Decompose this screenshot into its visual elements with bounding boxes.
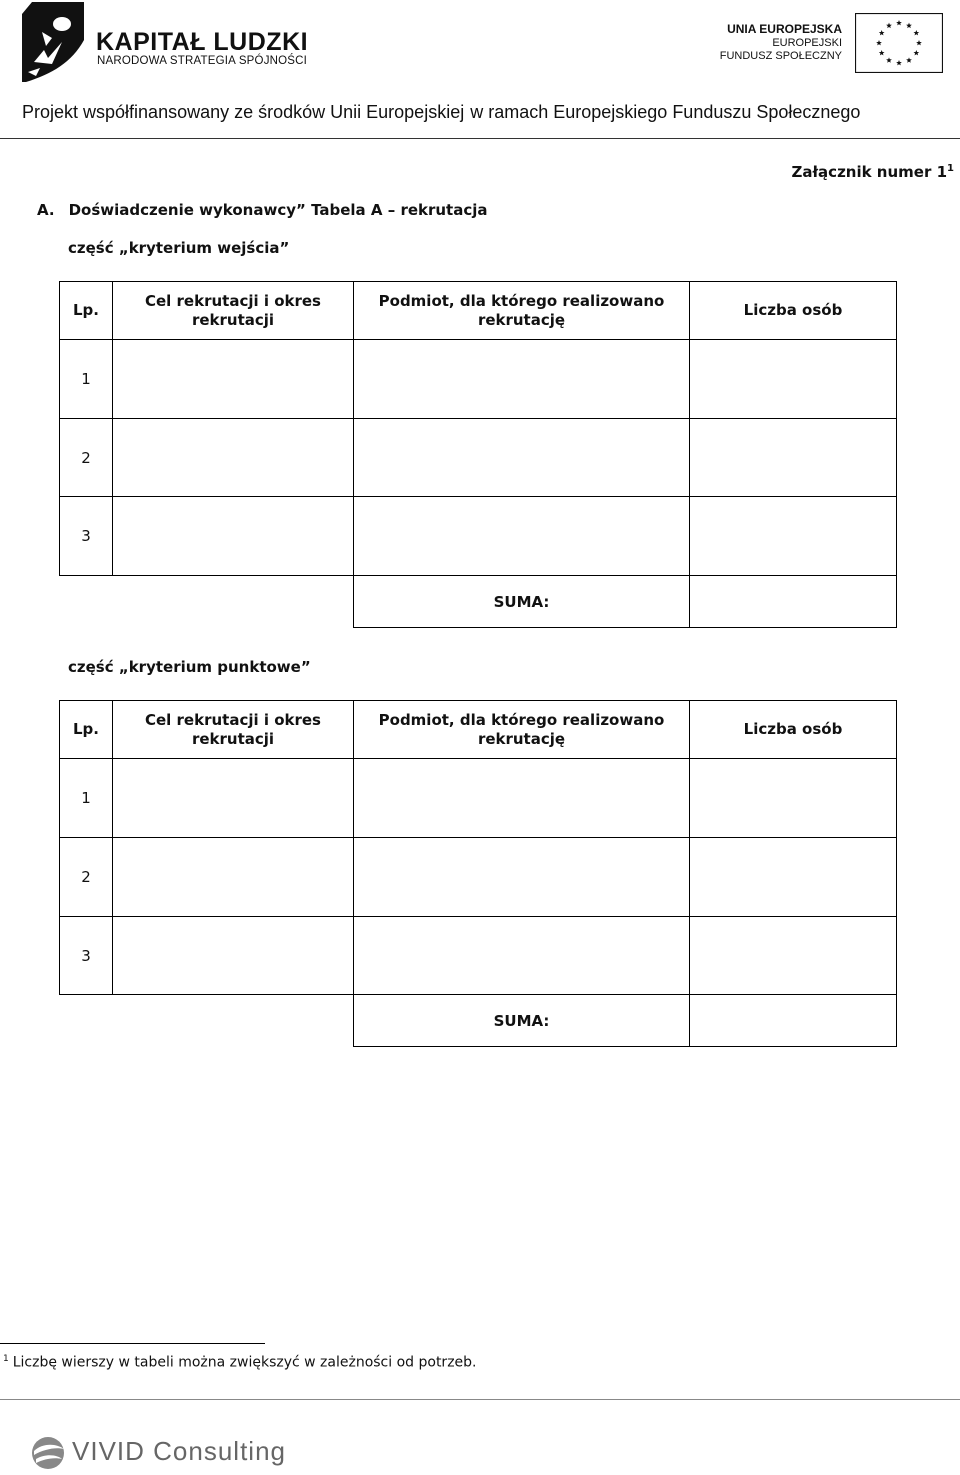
podmiot-cell[interactable] — [353, 758, 690, 838]
cel-cell[interactable] — [112, 496, 354, 576]
podmiot-cell[interactable] — [353, 837, 690, 917]
suma-value-cell[interactable] — [689, 575, 897, 628]
section-title — [37, 201, 488, 219]
row-number: 2 — [59, 837, 113, 917]
podmiot-cell[interactable] — [353, 418, 690, 497]
section-letter: A. — [37, 201, 55, 219]
project-line-part1: Projekt współfinansowany ze środków Unii Europejskiej — [22, 102, 465, 122]
header-podmiot: Podmiot, dla którego realizowano rekrutację — [353, 281, 690, 340]
cel-cell[interactable] — [112, 418, 354, 497]
attachment-footnote-ref: 1 — [947, 163, 954, 174]
header-lp: Lp. — [59, 700, 113, 759]
attachment-label — [791, 163, 954, 181]
header-liczba: Liczba osób — [689, 281, 897, 340]
footnote-ref: 1 — [3, 1354, 9, 1364]
eu-flag-icon — [855, 13, 943, 73]
footnote-text: Liczbę wierszy w tabeli można zwiększyć w zależności od potrzeb. — [12, 1354, 477, 1371]
cel-cell[interactable] — [112, 916, 354, 995]
attachment-label-text: Załącznik numer 1 — [791, 163, 948, 181]
cel-cell[interactable] — [112, 837, 354, 917]
project-cofinancing-line — [22, 102, 860, 123]
kapital-ludzki-logo-icon — [22, 2, 84, 82]
liczba-cell[interactable] — [689, 758, 897, 838]
vivid-consulting-logo-icon — [28, 1433, 68, 1473]
footnote — [3, 1354, 477, 1371]
project-line-part2: w ramach Europejskiego Funduszu Społecznego — [470, 102, 861, 122]
footer-divider — [0, 1399, 960, 1400]
liczba-cell[interactable] — [689, 916, 897, 995]
header-lp: Lp. — [59, 281, 113, 340]
cel-cell[interactable] — [112, 339, 354, 419]
podmiot-cell[interactable] — [353, 916, 690, 995]
row-number: 1 — [59, 339, 113, 419]
row-number: 2 — [59, 418, 113, 497]
vivid-consulting-brand: VIVID Consulting — [72, 1436, 286, 1466]
footnote-divider — [0, 1343, 265, 1344]
kapital-ludzki-title: KAPITAŁ LUDZKI — [96, 28, 309, 56]
liczba-cell[interactable] — [689, 339, 897, 419]
header-liczba: Liczba osób — [689, 700, 897, 759]
suma-label: SUMA: — [353, 994, 690, 1047]
header-podmiot: Podmiot, dla którego realizowano rekrutację — [353, 700, 690, 759]
eu-line-1: UNIA EUROPEJSKA — [727, 22, 842, 36]
row-number: 1 — [59, 758, 113, 838]
liczba-cell[interactable] — [689, 837, 897, 917]
part1-title: część „kryterium wejścia” — [68, 239, 290, 257]
part2-title: część „kryterium punktowe” — [68, 658, 311, 676]
podmiot-cell[interactable] — [353, 496, 690, 576]
podmiot-cell[interactable] — [353, 339, 690, 419]
kapital-ludzki-subtitle: NARODOWA STRATEGIA SPÓJNOŚCI — [97, 55, 308, 67]
liczba-cell[interactable] — [689, 418, 897, 497]
row-number: 3 — [59, 916, 113, 995]
row-number: 3 — [59, 496, 113, 576]
header-cel: Cel rekrutacji i okres rekrutacji — [112, 700, 354, 759]
header-cel: Cel rekrutacji i okres rekrutacji — [112, 281, 354, 340]
eu-line-2: EUROPEJSKI — [772, 37, 842, 49]
cel-cell[interactable] — [112, 758, 354, 838]
header-divider — [0, 138, 960, 139]
suma-value-cell[interactable] — [689, 994, 897, 1047]
eu-line-3: FUNDUSZ SPOŁECZNY — [719, 50, 842, 62]
suma-label: SUMA: — [353, 575, 690, 628]
liczba-cell[interactable] — [689, 496, 897, 576]
section-title-text: Doświadczenie wykonawcy” Tabela A – rekrutacja — [68, 201, 488, 219]
